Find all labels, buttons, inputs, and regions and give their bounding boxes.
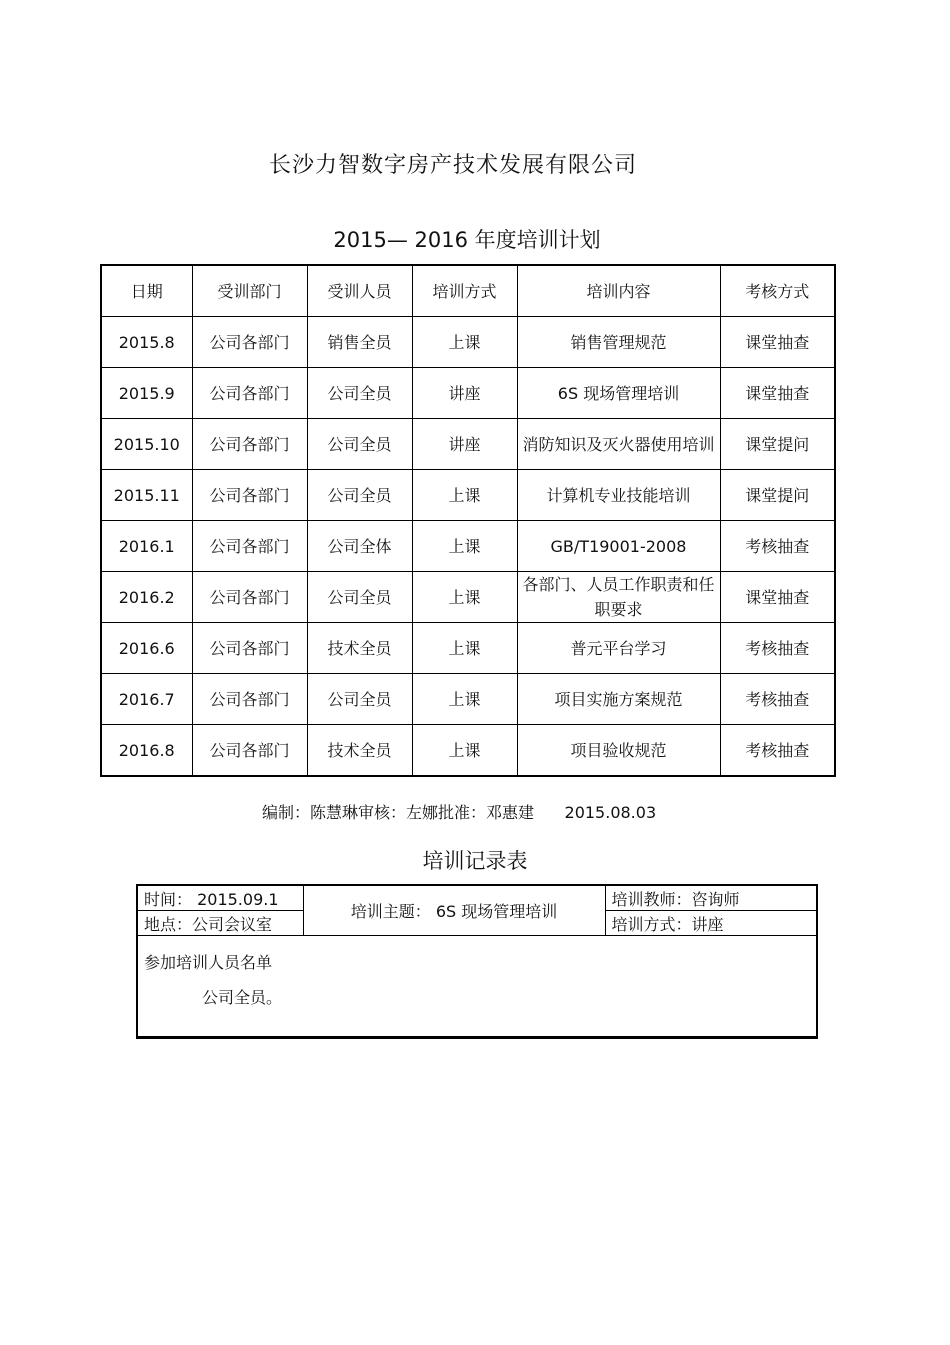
table-cell: 考核抽查 xyxy=(720,623,835,674)
table-cell: 普元平台学习 xyxy=(517,623,720,674)
header-cell: 培训方式 xyxy=(412,265,517,317)
table-cell: 公司各部门 xyxy=(192,674,307,725)
company-name: 长沙力智数字房产技术发展有限公司 xyxy=(268,153,637,178)
table-cell: 公司全员 xyxy=(307,572,412,623)
header-cell: 考核方式 xyxy=(720,265,835,317)
table-cell: 公司全员 xyxy=(307,674,412,725)
table-cell: 上课 xyxy=(412,725,517,777)
table-cell: 2016.7 xyxy=(101,674,192,725)
table-cell: 2016.1 xyxy=(101,521,192,572)
table-header-row xyxy=(101,265,835,317)
table-cell: 公司各部门 xyxy=(192,470,307,521)
table-cell: 课堂抽查 xyxy=(720,572,835,623)
table-cell: 项目验收规范 xyxy=(517,725,720,777)
record-row xyxy=(137,936,817,1038)
record-row xyxy=(137,885,817,911)
table-cell: 讲座 xyxy=(412,368,517,419)
table-cell: 上课 xyxy=(412,317,517,368)
record-topic: 培训主题： 6S 现场管理培训 xyxy=(303,885,605,936)
header-cell: 受训部门 xyxy=(192,265,307,317)
table-cell: 2016.2 xyxy=(101,572,192,623)
table-cell: 销售管理规范 xyxy=(517,317,720,368)
table-cell: 课堂抽查 xyxy=(720,368,835,419)
training-record-table xyxy=(136,884,818,1039)
table-cell: 公司各部门 xyxy=(192,419,307,470)
table-cell: 上课 xyxy=(412,674,517,725)
table-cell: 公司各部门 xyxy=(192,521,307,572)
approval-line: 编制：陈慧琳审核：左娜批准：邓惠建 2015.08.03 xyxy=(262,803,657,822)
header-cell: 日期 xyxy=(101,265,192,317)
attendees-value: 公司全员。 xyxy=(202,988,283,1007)
header-cell: 受训人员 xyxy=(307,265,412,317)
table-cell: 2016.8 xyxy=(101,725,192,777)
table-row xyxy=(101,368,835,419)
table-cell: 公司各部门 xyxy=(192,317,307,368)
table-cell: 课堂提问 xyxy=(720,419,835,470)
table-cell: 各部门、人员工作职责和任职要求 xyxy=(517,572,720,623)
table-cell: 上课 xyxy=(412,572,517,623)
table-cell: 考核抽查 xyxy=(720,674,835,725)
table-cell: GB/T19001-2008 xyxy=(517,521,720,572)
table-cell: 消防知识及灭火器使用培训 xyxy=(517,419,720,470)
table-cell: 2015.9 xyxy=(101,368,192,419)
table-cell: 公司全员 xyxy=(307,470,412,521)
table-cell: 公司各部门 xyxy=(192,368,307,419)
table-cell: 上课 xyxy=(412,470,517,521)
table-cell: 考核抽查 xyxy=(720,521,835,572)
table-cell: 6S 现场管理培训 xyxy=(517,368,720,419)
table-row xyxy=(101,521,835,572)
table-row xyxy=(101,623,835,674)
table-row xyxy=(101,470,835,521)
record-place: 地点：公司会议室 xyxy=(137,911,303,936)
table-cell: 公司全员 xyxy=(307,368,412,419)
record-teacher: 培训教师：咨询师 xyxy=(605,885,817,911)
table-cell: 2015.11 xyxy=(101,470,192,521)
table-row xyxy=(101,419,835,470)
training-plan-table xyxy=(100,264,836,777)
table-cell: 销售全员 xyxy=(307,317,412,368)
table-cell: 2015.8 xyxy=(101,317,192,368)
table-cell: 技术全员 xyxy=(307,623,412,674)
table-cell: 课堂抽查 xyxy=(720,317,835,368)
plan-title: 2015— 2016 年度培训计划 xyxy=(333,228,601,252)
table-cell: 考核抽查 xyxy=(720,725,835,777)
table-cell: 上课 xyxy=(412,521,517,572)
table-cell: 技术全员 xyxy=(307,725,412,777)
table-row xyxy=(101,674,835,725)
table-cell: 公司各部门 xyxy=(192,572,307,623)
table-cell: 公司全员 xyxy=(307,419,412,470)
table-cell: 公司全体 xyxy=(307,521,412,572)
attendees-cell xyxy=(137,936,817,1038)
record-title: 培训记录表 xyxy=(422,849,528,873)
header-cell: 培训内容 xyxy=(517,265,720,317)
table-cell: 2015.10 xyxy=(101,419,192,470)
record-time: 时间： 2015.09.1 xyxy=(137,885,303,911)
table-cell: 公司各部门 xyxy=(192,623,307,674)
table-row xyxy=(101,317,835,368)
table-cell: 公司各部门 xyxy=(192,725,307,777)
record-method: 培训方式：讲座 xyxy=(605,911,817,936)
table-cell: 计算机专业技能培训 xyxy=(517,470,720,521)
table-row xyxy=(101,572,835,623)
training-plan-body xyxy=(101,265,835,776)
attendees-label: 参加培训人员名单 xyxy=(144,953,273,972)
table-cell: 项目实施方案规范 xyxy=(517,674,720,725)
table-cell: 讲座 xyxy=(412,419,517,470)
table-cell: 2016.6 xyxy=(101,623,192,674)
table-row xyxy=(101,725,835,777)
table-cell: 课堂提问 xyxy=(720,470,835,521)
table-cell: 上课 xyxy=(412,623,517,674)
